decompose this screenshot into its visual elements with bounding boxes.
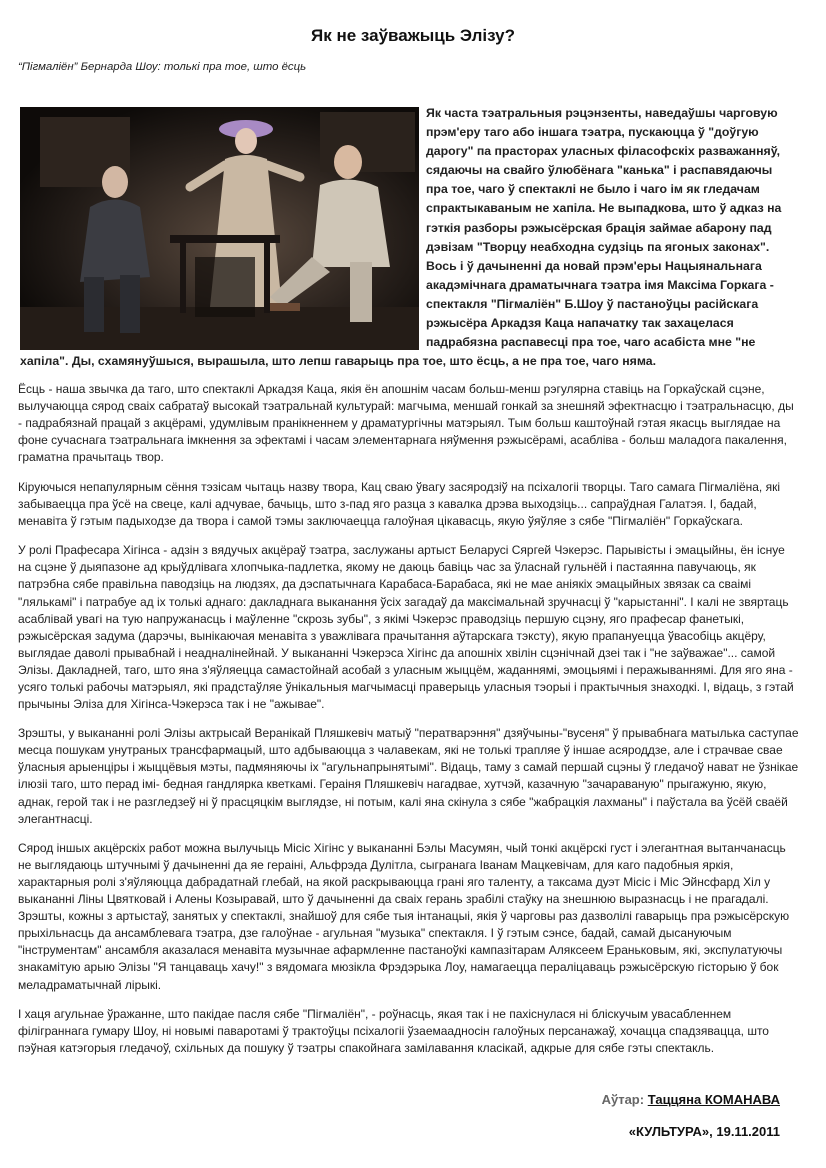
body-paragraph-5: Сярод іншых акцёрскіх работ можна вылучыць Місіс Хігінс у выкананні Бэлы Масумян, чый тонкі акцёрскі густ і элегантная вытанчанасць не выглядаюць штучнымі ў дачыненні да яе гераіні, Альфрэда Дулітла, сыгранага Іванам Мацкевічам, для каго падобныя яркія, характарныя ролі з'яўляюцца дабрадатнай глебай, на якой раскрываюцца грані яго таленту, а таксама дуэт Місіс і Міс Эйнсфард Хіл у выкананні Ліны Цвятковай і Алены Козыравай, што ў дачыненні да сваіх герань зрабілі стаўку на знешнюю выразнасць і не прагадалі. Зрэшты, кожны з артыстаў, занятых у спектаклі, знайшоў для сябе тыя інтанацыі, якія ў чарговы раз дазволілі гаварыць пра рэжысёрскую прыхільнасць да ансамблевага тэатра, дзе галоўнае - агульная "музыка" спектакля. І ў гэтым сэнсе, бадай, самай дысануючым "інструментам" ансамбля аказалася менавіта музычнае афармленне пастаноўкі кампазітарам Аляксеем Ераньковым, які, экспулатуючы знакамітую арыю Элізы "Я танцаваць хачу!" з вядомага мюзікла Фрэдэрыка Лоу, намагаецца пераліцаваць рэжысёрскую гісторыю ў бок меладраматычнай лірыкі. (18, 841, 790, 992)
body-paragraph-1: Ёсць - наша звычка да таго, што спектаклі Аркадзя Каца, якія ён апошнім часам больш-менш рэгулярна ставіць на Горкаўскай сцэне, вылучаюцца сярод сваіх сабратаў высокай тэатральнай культурай: магчыма, меншай гонкай за знешняй эфектнасцю і тэатральнасцю, ды - падрабязнай працай з акцёрамі, удумлівым пранікненнем у драматургічны матэрыял. Тым больш каштоўнай гэтая якасць выглядае на фоне сучаснага тэатральнага імкнення за эфектамі і часам элементарнага няўмення рэжысёрамі, асабліва - больш маладога пакалення, граматна прачытаць твор. (18, 382, 794, 465)
author-byline (602, 1092, 780, 1107)
publication-source: «КУЛЬТУРА», 19.11.2011 (628, 1124, 780, 1139)
lead-paragraph-block (20, 104, 793, 371)
body-paragraph-3: У ролі Прафесара Хігінса - адзін з вядучых акцёраў тэатра, заслужаны артыст Беларусі Сяргей Чэкерэс. Парывісты і эмацыйны, ён існуе на сцэне ў дыяпазоне ад крыўдлівага хлопчыка-падлетка, якому не даюць бавіць час за ўласнай гульнёй і пастаянна павучаюць, як патрэбна сябе правільна паводзіць на людзях, да дэспатычнага Карабаса-Барабаса, які не мае аніякіх эмацыйных звязак са сваімі "лялькамі" і патрабуе ад іх толькі аднаго: дакладнага выканання ўсіх загадаў да максімальнай зручнасці ў "карыстанні". І калі не звяртаць асаблівай увагі на тую напружанасць і маўленне "скрозь зубы", з якімі Чэкерэс праводзіць першую сцэну, яго прафесар фанетыкі, рэжысёрская задума (дарэчы, вынікаючая менавіта з уважлівага прачытання аўтарскага тэксту), якую прапануецца ўвасобіць акцёру, выглядае даволі прывабнай і неадналінейнай. У выкананні Чэкерэса Хігінс да апошніх хвілін сцэнічнай дзеі так і "не заўважае"... самой Элізы. Дакладней, таго, што яна з'яўляецца самастойнай асобай з уласным жыццём, жаданнямі, эмоцыямі і перажываннямі. Для яго яна - усяго толькі рабочы матэрыял, які прадстаўляе ўнікальныя магчымасці праверыць уласныя тэорыі і практычныя знаходкі. І, відаць, з гэтай прычыны Эліза для Хігінса-Чэкерэса так і не "ажывае". (18, 543, 794, 711)
body-paragraph-6: І хаця агульнае ўражанне, што пакідае пасля сябе "Пігмаліён", - роўнасць, якая так і не пахіснулася ні бліскучым увасабленнем філіграннага гумару Шоу, ні новымі паваротамі ў трактоўцы псіхалогіі ўзаемаадносін галоўных персанажаў, хочацца спадзявацца, што пэўная катэгорыя гледачоў, схільных да пошуку ў тэатры спакойнага замілавання класікай, адкрые для сябе гэты спектакль. (18, 1007, 769, 1056)
article-body (18, 381, 800, 1070)
body-paragraph-2: Кіруючыся непапулярным сёння тэзісам чытаць назву твора, Кац сваю ўвагу засяродзіў на псіхалогіі творцы. Таго самага Пігмаліёна, які забываецца пра ўсё на свеце, калі адчувае, бачыць, што з-пад яго разца з кавалка дрэва выходзіць... сапраўдная Галатэя. І, бадай, менавіта ў гэтым падыходзе да твора і самой тэмы заключаецца галоўная цікавасць, якую ўяўляе з сябе "Пігмаліён" Горкаўскага. (18, 479, 781, 528)
photo-wrap-spacer (20, 104, 426, 352)
body-paragraph-4: Зрэшты, у выкананні ролі Элізы актрысай Веранікай Пляшкевіч матыў "ператварэння" дзяўчыны-"вусеня" ў прывабнага матылька саступае месца пошукам унутраных трансфармацый, што адбываюцца з чалавекам, які не толькі трапляе ў іншае асяроддзе, але і страчвае свае ўласныя арыенціры і жыццёвыя мэты, падмяняючы іх "агульнапрынятымі". Відаць, таму з самай першай сцэны ў гледачоў нават не ўзнікае ілюзіі таго, што перад імі- бедная гандлярка кветкамі. Гераіня Пляшкевіч нагадвае, хутчэй, казачную "зачараваную" прыгажуню, якую, аднак, герой так і не разгледзеў ні ў прасцяцкім выглядзе, ні потым, калі яна скінула з сябе "жабрацкія лахманы" і паўстала ва ўсёй сваёй элегантнасці. (18, 726, 799, 826)
article-subtitle: “Пігмаліён” Бернарда Шоу: толькі пра тое, што ёсць (18, 61, 307, 73)
author-label: Аўтар: (601, 1092, 645, 1107)
author-name-link[interactable]: Таццяна КОМАНАВА (647, 1092, 780, 1107)
article-title: Як не заўважыць Элізу? (311, 26, 515, 45)
lead-paragraph: Як часта тэатральныя рэцэнзенты, наведаўшы чарговую прэм'еру таго або іншага тэатра, пускаюцца ў "доўгую дарогу" па прасторах уласных філасофскіх разважанняў, сядаючы на свайго ўлюбёнага "канька" і распавядаючы пра тое, чаго ў спектаклі не было і чаго ім як гледачам спрактыкаваным не хапіла. Не выпадкова, што ў адказ на гэткія разборы рэжысёрская брацiя займае абарону пад дэвізам "Творцу неабходна судзіць па ягоных законах". Вось і ў дачыненні да новай прэм'еры Нацыянальнага акадэмічнага драматычнага тэатра імя Максіма Горкага - спектакля "Пігмаліён" Б.Шоу ў пастаноўцы расійскага рэжысёра Аркадзя Каца напачатку так захацелася падрабязна распавесці пра тое, чаго асабіста мне "не хапіла". Ды, схамянуўшыся, вырашыла, што лепш гаварыць пра тое, што ёсць, а не пра тое, чаго няма. (20, 106, 782, 369)
